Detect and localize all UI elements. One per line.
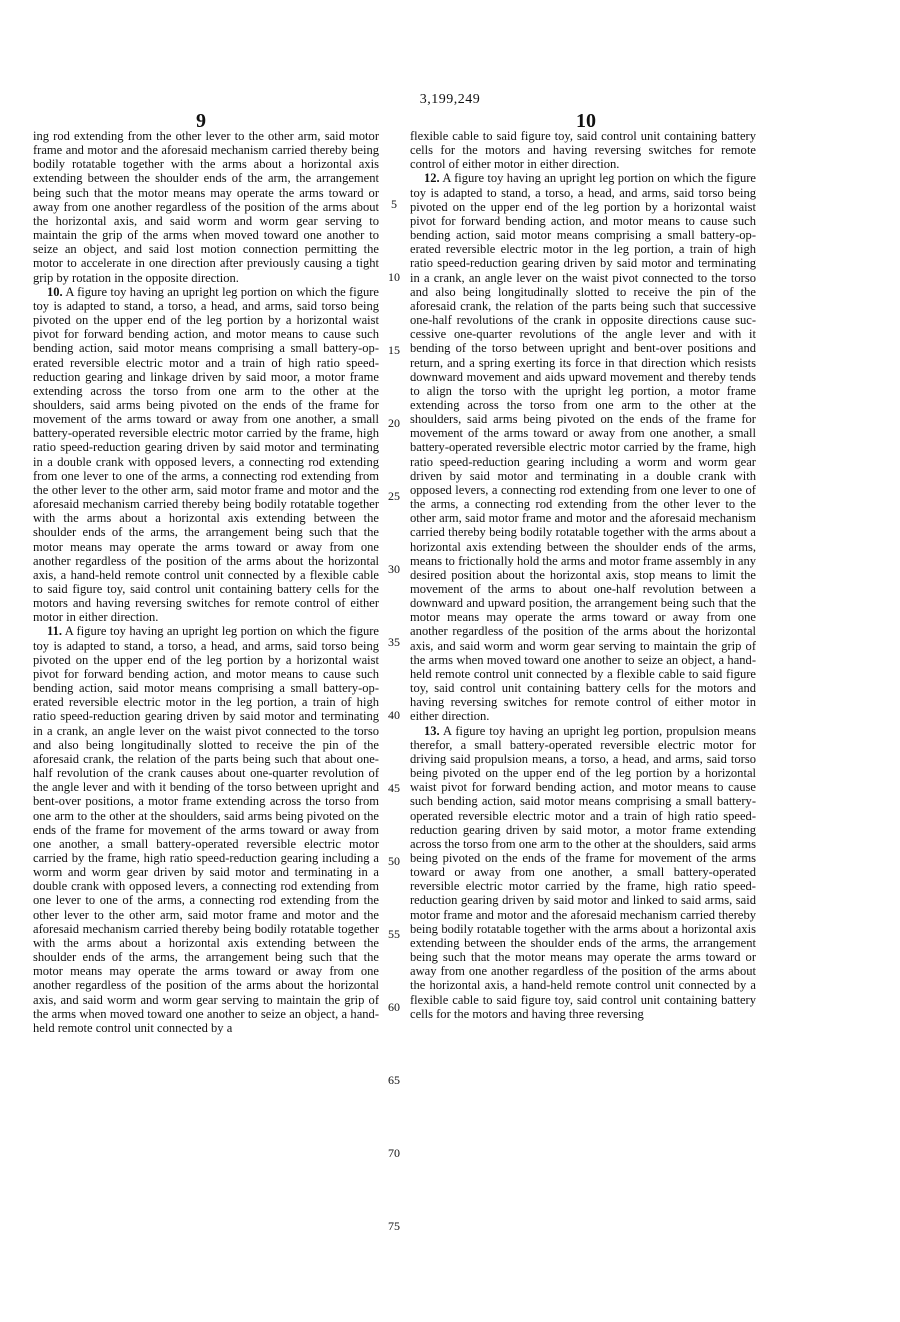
line-number: 55 <box>388 927 400 941</box>
claim-10 <box>33 285 379 625</box>
left-column-number: 9 <box>196 110 206 132</box>
line-number: 75 <box>388 1219 400 1233</box>
claim-12-text: A figure toy having an upright leg portion on which the figure toy is adapted to stand, a torso, a head, and arms, said torso being pivoted on the upper end of the leg portion by a horizontal waist pivot for forward bending action, and motor means to cause such bending action, said motor means comprising a small battery-operated reversible electric motor in the leg portion, a train of high ratio speed-reduction gearing driven by said motor and terminating in a crank, an angle lever on the waist pivot connected to the torso and also being longitudinally slotted to receive the pin of the aforesaid crank, the relation of the parts being such that successive one-half revolutions of the crank in opposite directions cause successive one-quarter revolutions of the angle lever and with it bending of the torso between upright and bent-over positions and return, and a spring exerting its force in that direction which resists downward movement and aids upward movement and thereby tends to align the torso with the upright leg portion, a motor frame extending across the torso from one arm to the other at the shoulders, said arms being pivoted on the ends of the frame for movement of the arms toward or away from one another, a small battery-operated reversible electric motor carried by the frame, high ratio speed-reduction gearing including a worm and worm gear driven by said motor and terminating in a double crank with opposed levers, a connecting rod extending from one lever to one of the arms, a connecting rod extending from the other lever to the other arm, said motor frame and motor and the aforesaid mechanism carried thereby being bodily rotatable together with the arms about a horizontal axis extending between the shoulder ends of the arms, means to frictionally hold the arms and motor frame assembly in any desired position about the horizontal axis, stop means to limit the movement of the arms to about one-half revolution between a downward and upward position, the arrangement being such that the motor means may operate the arms toward or away from one another regardless of the position of the arms about the horizontal axis, and said worm and worm gear serving to maintain the grip of the arms when moved toward one another to seize an object, a hand-held remote control unit connected by a flexible cable to said figure toy, said control unit containing battery cells for the motors and having reversing switches for remote control of either motor in either direction. <box>410 171 756 724</box>
left-continuation-paragraph: ing rod extending from the other lever to the other arm, said motor frame and motor and the aforesaid mechanism carried thereby being bodily rotatable together with the arms about a horizontal axis extending between the shoulder ends of the arm, the arrangement being such that the motor means may operate the arms toward or away from one another regardless of the position of the arms about the horizontal axis, and said worm and worm gear serving to maintain the grip of the arms when moved toward one another to seize an object, and said lost motion connection permitting the motor to accelerate in one direction after previously causing a tight grip by rotation in the opposite direction. <box>33 129 379 285</box>
line-number: 20 <box>388 416 400 430</box>
line-number: 25 <box>388 489 400 503</box>
claim-11-number: 11. <box>47 624 62 639</box>
claim-13-number: 13. <box>424 723 440 738</box>
right-continuation-paragraph: flexible cable to said figure toy, said control unit containing battery cells for the motors and having reversing switches for remote control of either motor in either direction. <box>410 129 756 172</box>
line-number: 5 <box>391 197 397 211</box>
line-number: 10 <box>388 270 400 284</box>
claim-11 <box>33 624 379 1035</box>
line-number: 70 <box>388 1146 400 1160</box>
claim-10-text: A figure toy having an upright leg portion on which the figure toy is adapted to stand, a torso, a head, and arms, said torso being pivoted on the upper end of the leg portion by a horizontal waist pivot for forward bending action, and motor means to cause such bending action, said motor means comprising a small battery-operated reversible electric motor and a train of high ratio speed-reduction gearing and linkage driven by said moor, a motor frame extending across the torso from one arm to the other at the shoulders, said arms being pivoted on the ends of the frame for movement of the arms toward or away from one another, a small battery-operated reversible electric motor carried by the frame, high ratio speed-reduction gearing driven by said motor and terminating in a double crank with opposed levers, a connecting rod extending from one lever to one of the arms, a connecting rod extending from the other lever to the other arm, said motor frame and motor and the aforesaid mechanism carried thereby being bodily rotatable together with the arms about a horizontal axis extending between the shoulder ends of the arms, the arrangement being such that the motor means may operate the arms toward or away from one another regardless of the position of the arms about the horizontal axis, a hand-held remote control unit connected by a flexible cable to said figure toy, said control unit containing battery cells for the motors and having reversing switches for remote control of either motor in either direction. <box>33 284 379 625</box>
line-number: 40 <box>388 708 400 722</box>
claim-13-text: A figure toy having an upright leg portion, propulsion means therefor, a small battery-operated reversible electric motor for driving said propulsion means, a torso, a head, and arms, said torso being pivoted on the upper end of the leg portion by a horizontal waist pivot for forward bending action, and motor means to cause such bending action, said motor means comprising a small battery-operated reversible electric motor and a train of high ratio speed-reduction gearing driven by said motor, a motor frame extending across the torso from one arm to the other at the shoulders, said arms being pivoted on the ends of the frame for movement of the arms toward or away from one another, a small battery-operated reversible electric motor carried by the frame, high ratio speed-reduction gearing driven by said motor and linked to said arms, said motor frame and motor and the aforesaid mechanism carried thereby being bodily rotatable together with the arms about a horizontal axis extending between the shoulder ends of the arms, the arrangement being such that the motor means may operate the arms toward or away from one another regardless of the position of the arms about the horizontal axis, a hand-held remote control unit connected by a flexible cable to said figure toy, said control unit containing battery cells for the motors and having three reversing <box>410 723 756 1021</box>
line-number: 60 <box>388 1000 400 1014</box>
claim-12 <box>410 171 756 723</box>
right-text-column <box>410 129 756 1239</box>
right-column-number: 10 <box>576 110 596 132</box>
line-number: 15 <box>388 343 400 357</box>
claim-13 <box>410 724 756 1021</box>
line-number: 45 <box>388 781 400 795</box>
claim-11-text: A figure toy having an upright leg portion on which the figure toy is adapted to stand, a torso, a head, and arms, said torso being pivoted on the upper end of the leg portion by a horizontal waist pivot for forward bending action, and motor means to cause such bending action, said motor means comprising a small battery-operated reversible electric motor in the leg portion, a train of high ratio speed-reduction gearing driven by said motor and terminating in a crank, an angle lever on the waist pivot connected to the torso and also being longitudinally slotted to receive the pin of the aforesaid crank, the relation of the parts being such that about one-half revolution of the crank causes about one-quarter revolution of the angle lever and with it bending of the torso between upright and bent-over positions, a motor frame extending across the torso from one arm to the other at the shoulders, said arms being pivoted on the ends of the frame for movement of the arms toward or away from one another, a small battery-operated reversible electric motor carried by the frame, high ratio speed-reduction gearing including a worm and worm gear driven by said motor and terminating in a double crank with opposed levers, a connecting rod extending from one lever to one of the arms, a connecting rod extending from the other lever to the other arm, said motor frame and motor and the aforesaid mechanism carried thereby being bodily rotatable together with the arms about a horizontal axis extending between the shoulder ends of the arms, the arrangement being such that the motor means may operate the arms toward or away from one another regardless of the position of the arms about the horizontal axis, and said worm and worm gear serving to maintain the grip of the arms when moved toward one another to seize an object, a hand-held remote control unit connected by a <box>33 624 379 1035</box>
left-text-column <box>33 129 379 1239</box>
line-number: 50 <box>388 854 400 868</box>
claim-12-number: 12. <box>424 171 440 186</box>
patent-number: 3,199,249 <box>419 92 481 107</box>
line-number: 30 <box>388 562 400 576</box>
line-number: 65 <box>388 1073 400 1087</box>
claim-10-number: 10. <box>47 284 63 299</box>
line-number-gutter <box>380 129 410 1239</box>
line-number: 35 <box>388 635 400 649</box>
